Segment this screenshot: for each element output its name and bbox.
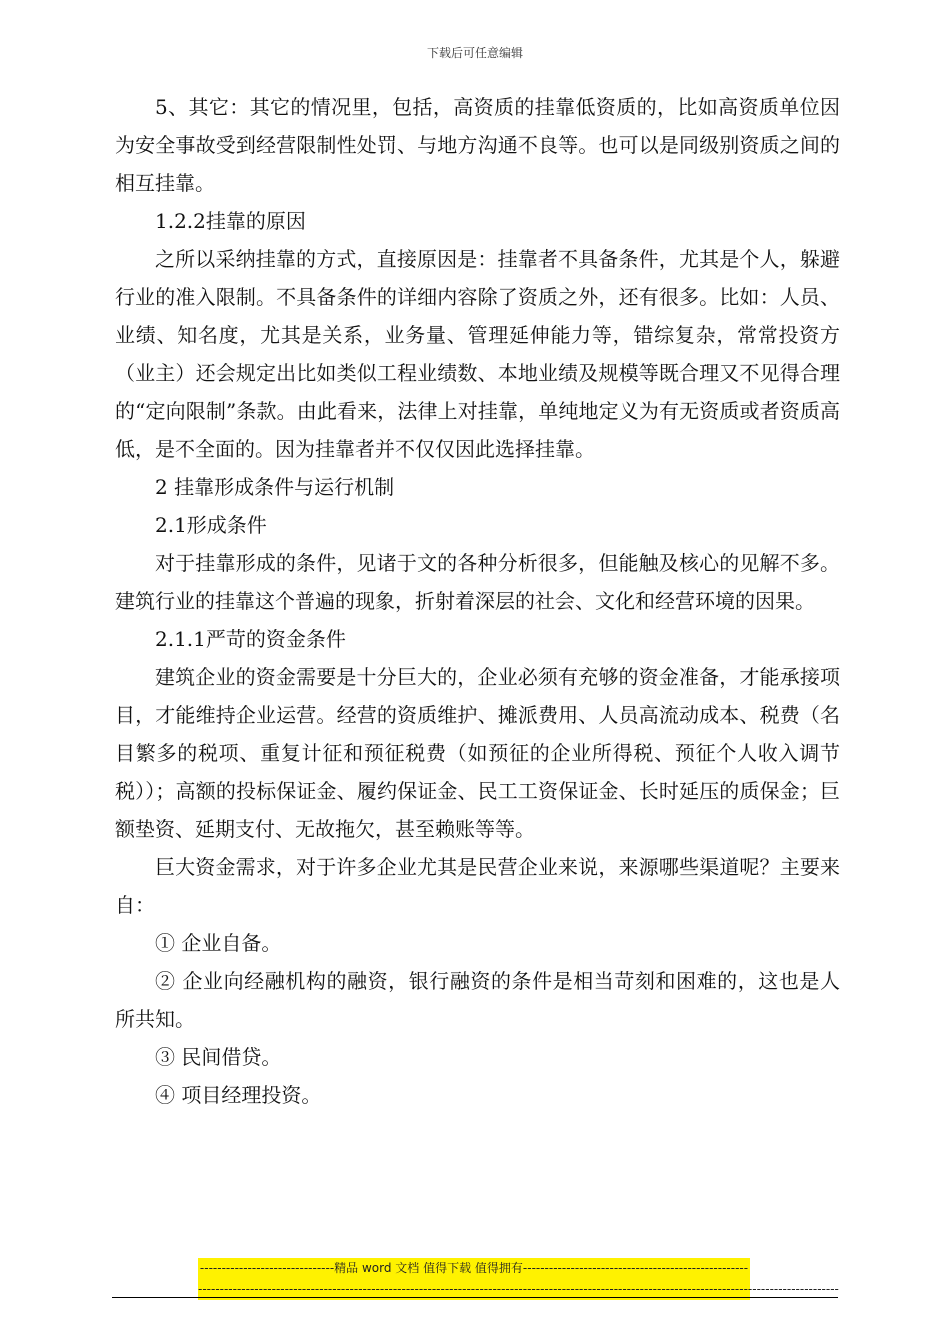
heading-2-1: 2.1形成条件 — [155, 513, 267, 537]
footer-banner — [198, 1258, 839, 1300]
heading-1-2-2: 1.2.2挂靠的原因 — [155, 209, 306, 233]
paragraph-other-cases: 5、其它：其它的情况里，包括，高资质的挂靠低资质的，比如高资质单位因为安全事故受到经营限制性处罚、与地方沟通不良等。也可以是同级别资质之间的相互挂靠。 — [115, 95, 840, 195]
page-header: 下载后可任意编辑 — [426, 46, 523, 60]
paragraph-capital-needs: 建筑企业的资金需要是十分巨大的，企业必须有充够的资金准备，才能承接项目，才能维持企业运营。经营的资质维护、摊派费用、人员高流动成本、税费（名目繁多的税项、重复计征和预征税费（如预征的企业所得税、预征个人收入调节税））；高额的投标保证金、履约保证金、民工工资保证金、长时延压的质保金；巨额垫资、延期支付、无故拖欠，甚至赖账等等。 — [115, 665, 840, 841]
paragraph-capital-sources: 巨大资金需求，对于许多企业尤其是民营企业来说，来源哪些渠道呢？主要来自： — [115, 855, 840, 917]
heading-2-1-1: 2.1.1严苛的资金条件 — [155, 627, 346, 651]
paragraph-formation-conditions: 对于挂靠形成的条件，见诸于文的各种分析很多，但能触及核心的见解不多。建筑行业的挂靠这个普遍的现象，折射着深层的社会、文化和经营环境的因果。 — [115, 551, 840, 613]
list-item-bank-financing: ② 企业向经融机构的融资，银行融资的条件是相当苛刻和困难的，这也是人所共知。 — [115, 969, 840, 1031]
document-body — [115, 88, 840, 1114]
footer-banner-line-2: ---------------------------------------------------------------------------------------------------------------------------------------------------- — [198, 1279, 750, 1300]
paragraph-reasons: 之所以采纳挂靠的方式，直接原因是：挂靠者不具备条件，尤其是个人，躲避行业的准入限制。不具备条件的详细内容除了资质之外，还有很多。比如：人员、业绩、知名度，尤其是关系，业务量、管理延伸能力等，错综复杂，常常投资方（业主）还会规定出比如类似工程业绩数、本地业绩及规模等既合理又不见得合理的“定向限制”条款。由此看来，法律上对挂靠，单纯地定义为有无资质或者资质高低，是不全面的。因为挂靠者并不仅仅因此选择挂靠。 — [115, 247, 840, 461]
heading-2: 2 挂靠形成条件与运行机制 — [155, 475, 395, 499]
list-item-private-lending: ③ 民间借贷。 — [155, 1045, 282, 1069]
footer-divider — [112, 1297, 838, 1298]
list-item-pm-investment: ④ 项目经理投资。 — [155, 1083, 322, 1107]
list-item-self-funded: ① 企业自备。 — [155, 931, 282, 955]
footer-banner-line-1: -------------------------------精品 word 文档 值得下载 值得拥有---------------------------------------------------- — [198, 1258, 750, 1279]
